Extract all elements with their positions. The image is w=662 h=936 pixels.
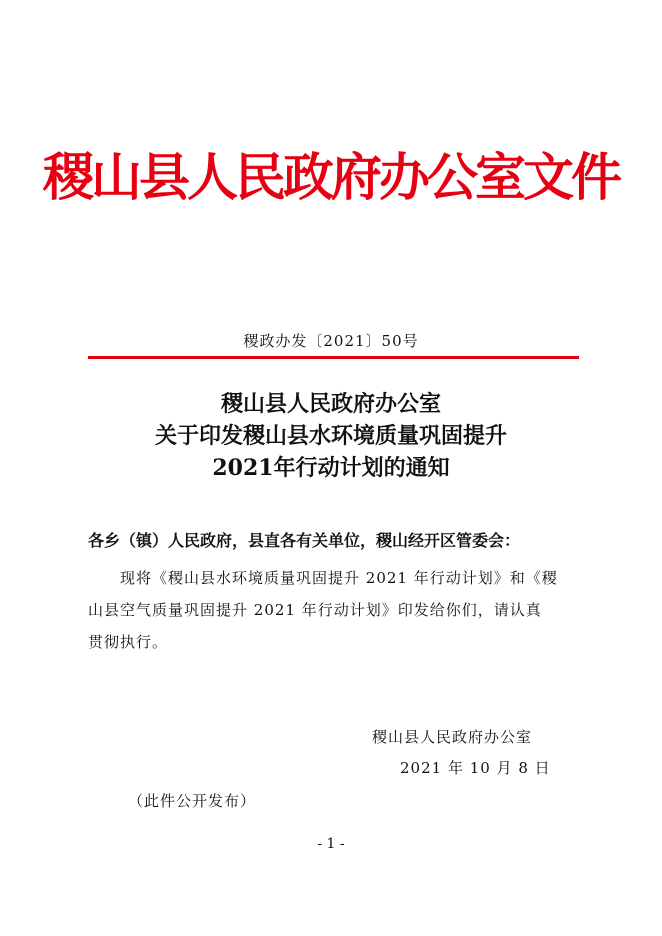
notice-title-line-3: 2021年行动计划的通知 <box>212 455 450 481</box>
body-paragraph <box>88 562 583 658</box>
notice-title-line-2: 关于印发稷山县水环境质量巩固提升 <box>154 423 507 449</box>
document-header-title: 稷山县人民政府办公室文件 <box>42 148 619 208</box>
document-number: 稷政办发〔2021〕50号 <box>243 332 419 350</box>
notice-title <box>0 388 662 484</box>
signature-date: 2021 年 10 月 8 日 <box>400 759 551 777</box>
body-line-2: 山县空气质量巩固提升 2021 年行动计划》印发给你们，请认真 <box>88 601 542 619</box>
red-separator-line <box>88 356 579 359</box>
notice-title-line-1: 稷山县人民政府办公室 <box>220 391 441 417</box>
addressee-line: 各乡（镇）人民政府，县直各有关单位，稷山经开区管委会： <box>88 531 521 550</box>
body-line-3: 贯彻执行。 <box>88 633 169 651</box>
page-number: - 1 - <box>317 836 345 852</box>
signature-organization: 稷山县人民政府办公室 <box>372 728 533 746</box>
public-release-note: （此件公开发布） <box>128 792 257 810</box>
body-line-1: 现将《稷山县水环境质量巩固提升 2021 年行动计划》和《稷 <box>120 569 558 587</box>
